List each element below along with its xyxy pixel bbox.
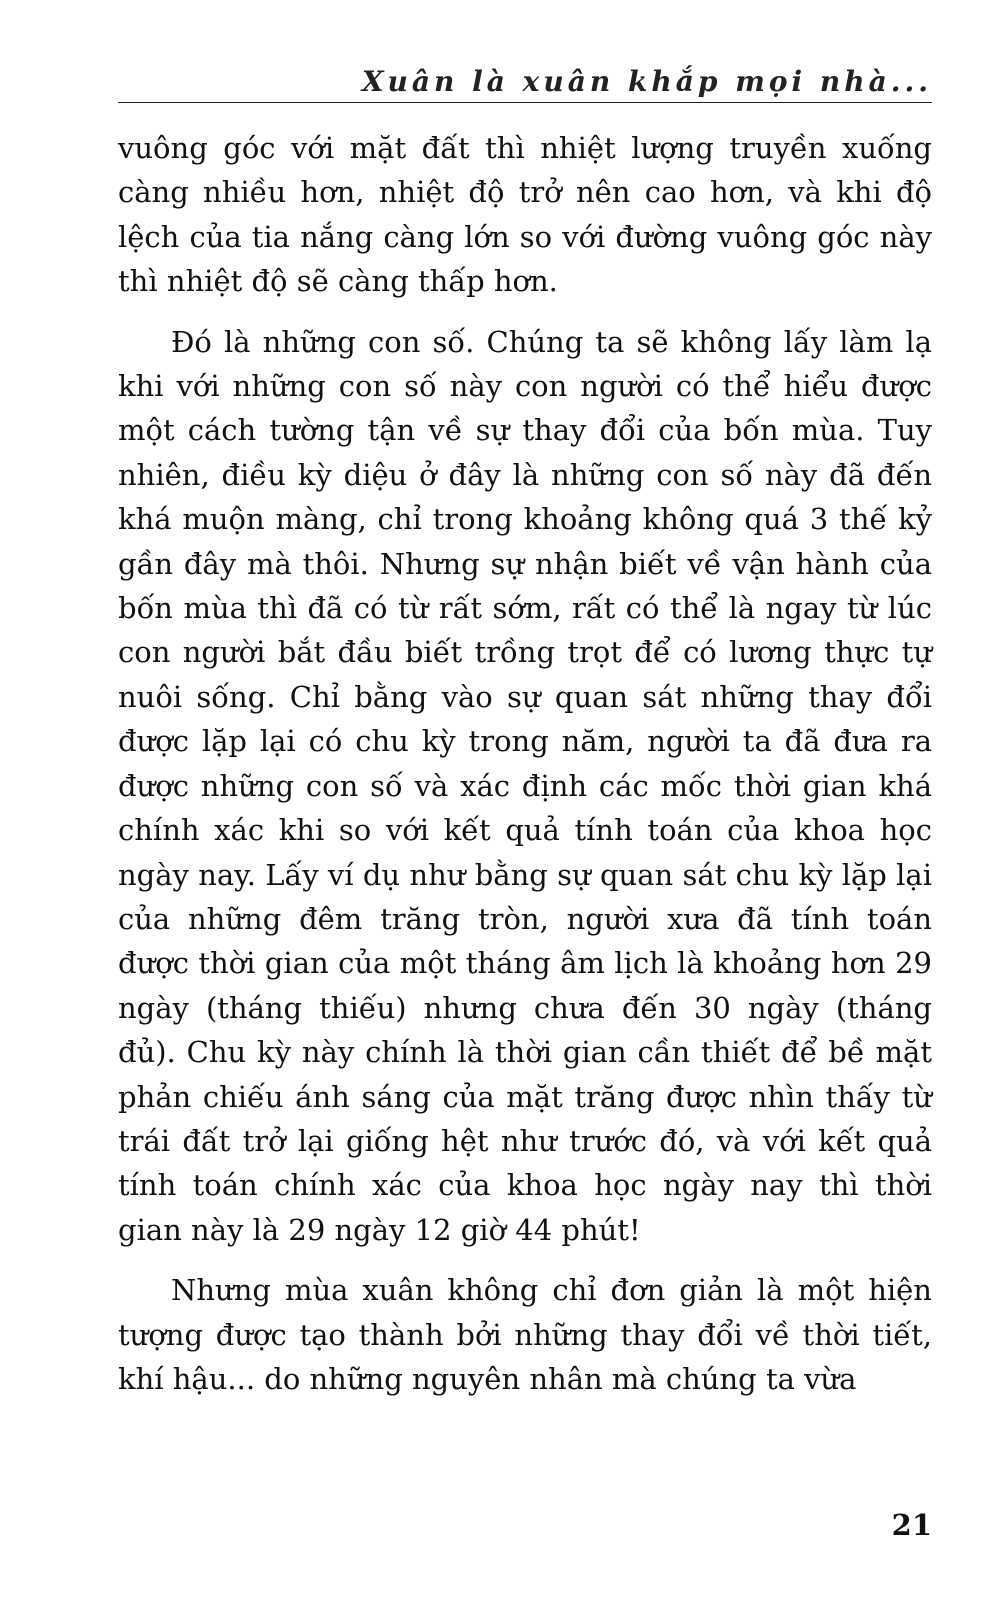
paragraph: Đó là những con số. Chúng ta sẽ không lấy làm lạ khi với những con số này con người có thể hiểu được một cách tường tận về sự thay đổi của bốn mùa. Tuy nhiên, điều kỳ diệu ở đây là những con số này đã đến khá muộn màng, chỉ trong khoảng không quá 3 thế kỷ gần đây mà thôi. Nhưng sự nhận biết về vận hành của bốn mùa thì đã có từ rất sớm, rất có thể là ngay từ lúc con người bắt đầu biết trồng trọt để có lương thực tự nuôi sống. Chỉ bằng vào sự quan sát những thay đổi được lặp lại có chu kỳ trong năm, người ta đã đưa ra được những con số và xác định các mốc thời gian khá chính xác khi so với kết quả tính toán của khoa học ngày nay. Lấy ví dụ như bằng sự quan sát chu kỳ lặp lại của những đêm trăng tròn, người xưa đã tính toán được thời gian của một tháng âm lịch là khoảng hơn 29 ngày (tháng thiếu) nhưng chưa đến 30 ngày (tháng đủ). Chu kỳ này chính là thời gian cần thiết để bề mặt phản chiếu ánh sáng của mặt trăng được nhìn thấy từ trái đất trở lại giống hệt như trước đó, và với kết quả tính toán chính xác của khoa học ngày nay thì thời gian này là 29 ngày 12 giờ 44 phút! [118,324,932,1247]
paragraph: Nhưng mùa xuân không chỉ đơn giản là một hiện tượng được tạo thành bởi những thay đổi về thời tiết, khí hậu... do những nguyên nhân mà chúng ta vừa [118,1273,932,1396]
paragraph-continued: vuông góc với mặt đất thì nhiệt lượng truyền xuống càng nhiều hơn, nhiệt độ trở nên cao hơn, và khi độ lệch của tia nắng càng lớn so với đường vuông góc này thì nhiệt độ sẽ càng thấp hơn. [118,131,932,299]
running-header [118,52,932,103]
page-number: 21 [891,1508,932,1542]
running-header-title: Xuân là xuân khắp mọi nhà... [361,65,932,98]
page-body [118,126,932,1401]
